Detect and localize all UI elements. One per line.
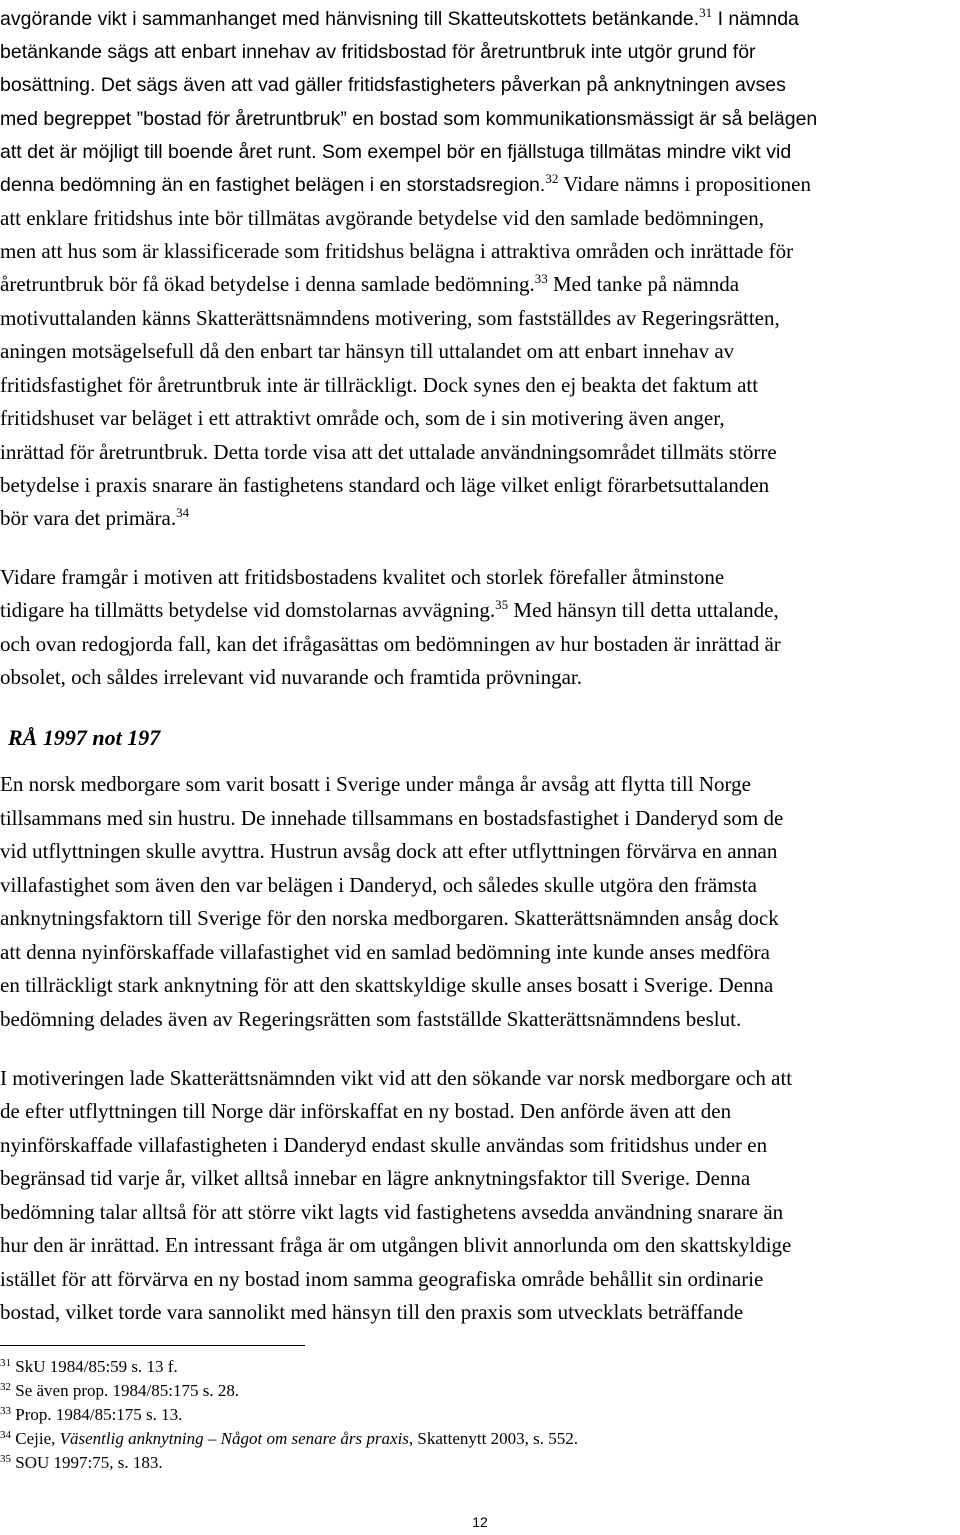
text-line: [0, 631, 960, 657]
text-line: [0, 1199, 960, 1225]
text-run: tillsammans med sin hustru. De innehade tillsammans en bostadsfastighet i Danderyd som de: [0, 806, 784, 830]
footnote-separator: [0, 1345, 305, 1346]
text-run: begränsad tid varje år, vilket alltså innebar en lägre anknytningsfaktor till Sverige. Denna: [0, 1166, 751, 1190]
text-line: [0, 1165, 960, 1191]
text-line: [0, 305, 960, 331]
text-run: avgörande vikt i sammanhanget med hänvisning till Skatteutskottets betänkande.: [0, 8, 700, 30]
footnote-ref: 32: [0, 1380, 11, 1393]
section-heading: RÅ 1997 not 197: [8, 725, 161, 750]
text-line: [0, 1006, 960, 1032]
text-run: men att hus som är klassificerade som fritidshus belägna i attraktiva områden och inrättade för: [0, 239, 794, 263]
text-run: åretruntbruk bör få ökad betydelse i denna samlade bedömning.: [0, 272, 535, 296]
text-run: villafastighet som även den var belägen i Danderyd, och således skulle utgöra den främsta: [0, 873, 757, 897]
text-line: [0, 872, 960, 898]
text-run: aningen motsägelsefull då den enbart tar hänsyn till uttalandet om att enbart innehav av: [0, 339, 735, 363]
text-run: tidigare ha tillmätts betydelse vid domstolarnas avvägning.: [0, 598, 496, 622]
text-run: bör vara det primära.: [0, 506, 177, 530]
text-run: vid utflyttningen skulle avyttra. Hustrun avsåg dock att efter utflyttningen förvärva en annan: [0, 839, 778, 863]
text-run: bostad, vilket torde vara sannolikt med hänsyn till den praxis som utvecklats beträffande: [0, 1300, 744, 1324]
text-run: Vidare framgår i motiven att fritidsbostadens kvalitet och storlek förefaller åtminstone: [0, 565, 725, 589]
text-run: att enklare fritidshus inte bör tillmätas avgörande betydelse vid den samlade bedömningen,: [0, 206, 764, 230]
text-run: med begreppet ”bostad för åretruntbruk” en bostad som kommunikationsmässigt är så belägen: [0, 108, 818, 130]
text-run: bedömning talar alltså för att större vikt lagts vid fastighetens avsedda användning snarare än: [0, 1200, 784, 1224]
text-run: istället för att förvärva en ny bostad inom samma geografiska område behållit sin ordinarie: [0, 1267, 764, 1291]
text-line: [0, 105, 960, 131]
text-line: [0, 1266, 960, 1292]
text-line: [0, 505, 960, 531]
page-number: 12: [472, 1514, 488, 1530]
text-line: [0, 5, 960, 31]
text-line: [0, 1098, 960, 1124]
text-line: [0, 1299, 960, 1325]
text-line: [0, 138, 960, 164]
text-line: [0, 338, 960, 364]
text-run: fritidshuset var beläget i ett attraktivt område och, som de i sin motivering även anger,: [0, 406, 725, 430]
text-run: och ovan redogjorda fall, kan det ifrågasättas om bedömningen av hur bostaden är inrättad är: [0, 632, 781, 656]
text-run: att det är möjligt till boende året runt. Som exempel bör en fjällstuga tillmätas mindre vikt vid: [0, 141, 792, 163]
text-run: nyinförskaffade villafastigheten i Danderyd endast skulle användas som fritidshus under en: [0, 1133, 768, 1157]
footnote-ref: 31: [0, 1356, 11, 1369]
text-run: inrättad för åretruntbruk. Detta torde visa att det uttalade användningsområdet tillmäts större: [0, 440, 777, 464]
text-run: SkU 1984/85:59 s. 13 f.: [11, 1357, 178, 1376]
text-line: [0, 1065, 960, 1091]
text-line: [0, 38, 960, 64]
text-line: [0, 564, 960, 590]
footnote-ref: 35: [0, 1452, 11, 1465]
text-line: [0, 838, 960, 864]
footnote-ref: 33: [0, 1404, 11, 1417]
text-line: [0, 238, 960, 264]
text-run: Vidare nämns i propositionen: [558, 172, 811, 196]
footnote-ref: 33: [534, 271, 548, 287]
footnote-ref: 34: [176, 505, 190, 521]
text-line: [0, 171, 960, 197]
text-run: Med hänsyn till detta uttalande,: [508, 598, 779, 622]
text-run: hur den är inrättad. En intressant fråga är om utgången blivit annorlunda om den skattskyldige: [0, 1233, 792, 1257]
footnote-ref: 35: [495, 597, 509, 613]
text-run: att denna nyinförskaffade villafastighet vid en samlad bedömning inte kunde anses medföra: [0, 940, 770, 964]
text-line: [0, 71, 960, 97]
text-run: , Skattenytt 2003, s. 552.: [408, 1429, 578, 1448]
text-line: [0, 771, 960, 797]
text-run: bosättning. Det sägs även att vad gäller fritidsfastigheters påverkan på anknytningen avses: [0, 74, 786, 96]
text-line: [0, 1232, 960, 1258]
text-run: motivuttalanden känns Skatterättsnämndens motivering, som fastställdes av Regeringsrätten,: [0, 306, 780, 330]
text-run: Se även prop. 1984/85:175 s. 28.: [11, 1381, 240, 1400]
text-line: [0, 439, 960, 465]
text-line: [0, 372, 960, 398]
text-run: en tillräckligt stark anknytning för att den skattskyldige skulle anses bosatt i Sverige. Denna: [0, 973, 774, 997]
text-run: anknytningsfaktorn till Sverige för den norska medborgaren. Skatterättsnämnden ansåg dock: [0, 906, 779, 930]
text-run: Med tanke på nämnda: [547, 272, 740, 296]
text-run: fritidsfastighet för åretruntbruk inte är tillräckligt. Dock synes den ej beakta det faktum att: [0, 373, 759, 397]
text-line: [0, 1132, 960, 1158]
footnote-ref: 31: [699, 5, 713, 21]
text-run: Väsentlig anknytning – Något om senare års praxis: [59, 1429, 409, 1448]
text-run: I nämnda: [712, 8, 799, 30]
text-run: Cejie,: [11, 1429, 60, 1448]
text-run: obsolet, och såldes irrelevant vid nuvarande och framtida prövningar.: [0, 665, 582, 689]
text-line: [0, 597, 960, 623]
footnote-line: [0, 1452, 163, 1474]
text-line: [0, 472, 960, 498]
text-run: denna bedömning än en fastighet belägen i en storstadsregion.: [0, 174, 546, 196]
text-line: [0, 972, 960, 998]
text-run: bedömning delades även av Regeringsrätten som fastställde Skatterättsnämndens beslut.: [0, 1007, 742, 1031]
footnote-line: [0, 1380, 239, 1402]
footnote-line: [0, 1356, 178, 1378]
text-line: [0, 205, 960, 231]
text-run: SOU 1997:75, s. 183.: [11, 1453, 163, 1472]
text-line: [0, 939, 960, 965]
text-line: [0, 271, 960, 297]
footnote-line: [0, 1428, 578, 1450]
text-run: betydelse i praxis snarare än fastighetens standard och läge vilket enligt förarbetsuttalanden: [0, 473, 770, 497]
text-line: [0, 664, 960, 690]
text-run: betänkande sägs att enbart innehav av fritidsbostad för åretruntbruk inte utgör grund för: [0, 41, 756, 63]
footnote-ref: 34: [0, 1428, 11, 1441]
text-run: I motiveringen lade Skatterättsnämnden vikt vid att den sökande var norsk medborgare och att: [0, 1066, 793, 1090]
text-line: [0, 405, 960, 431]
footnote-line: [0, 1404, 182, 1426]
text-line: [0, 805, 960, 831]
text-run: En norsk medborgare som varit bosatt i Sverige under många år avsåg att flytta till Norge: [0, 772, 751, 796]
text-run: Prop. 1984/85:175 s. 13.: [11, 1405, 183, 1424]
footnote-ref: 32: [545, 171, 559, 187]
text-run: de efter utflyttningen till Norge där införskaffat en ny bostad. Den anförde även att den: [0, 1099, 732, 1123]
text-line: [0, 905, 960, 931]
